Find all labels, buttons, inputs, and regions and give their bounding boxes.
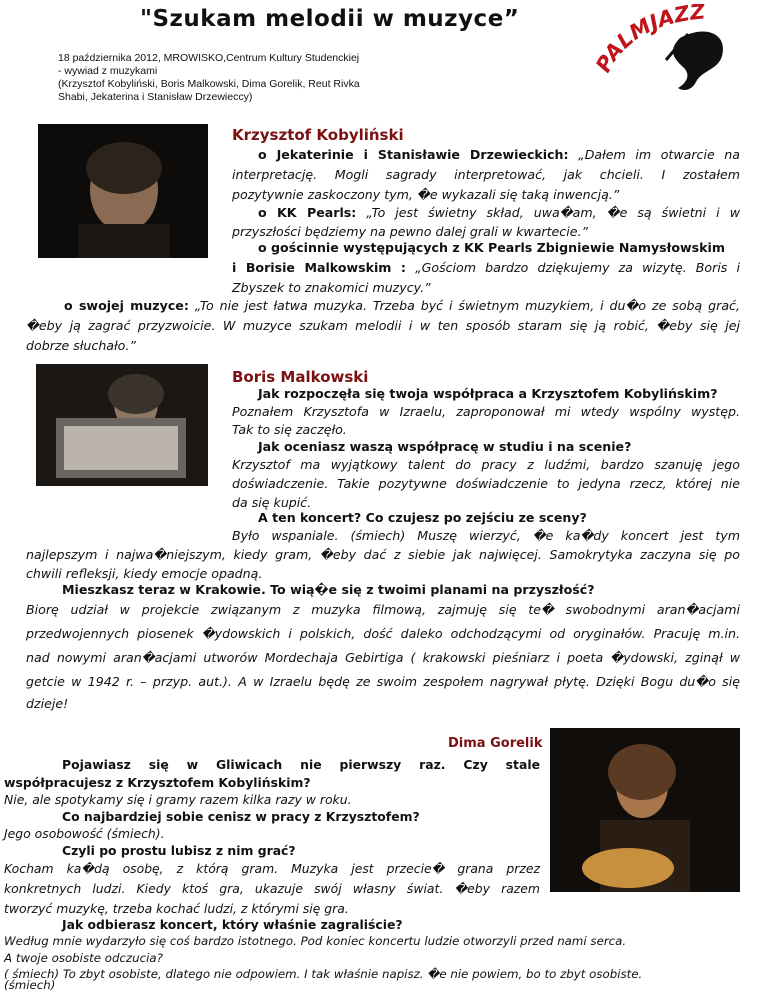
s2-answer: getcie w 1942 r. – przyp. aut.). A w Izraelu będę ze swoim zespołem nagrywał płytę. Dzięki Bogu du�o się (26, 674, 740, 689)
s3-question: Jak odbierasz koncert, który właśnie zagraliście? (62, 917, 403, 932)
s2-answer: doświadczenie. Takie pozytywne doświadczenie to jedyna rzecz, której nie (232, 476, 740, 491)
section2-name: Boris Malkowski (232, 368, 369, 386)
section1-name: Krzysztof Kobyliński (232, 126, 404, 144)
s2-answer: Tak to się zaczęło. (232, 422, 347, 437)
s1-answer: �eby ją zagrać przyzwoicie. W muzyce szukam melodii i w ten sposób staram się ją robić, �eby się jej (26, 318, 740, 333)
event-info-line: - wywiad z muzykami (58, 65, 158, 77)
s2-answer: Poznałem Krzysztofa w Izraelu, zaproponował mi wtedy wspólny występ. (232, 404, 740, 419)
s2-answer: przedwojennych piosenek �ydowskich i polskich, dość daleko odchodzącymi od oryginałów. Pracuję m.in. (26, 626, 740, 641)
s1-line (232, 145, 740, 165)
s2-question: A ten koncert? Co czujesz po zejściu ze sceny? (258, 510, 587, 525)
s3-question: Czyli po prostu lubisz z nim grać? (62, 843, 296, 858)
s2-answer: chwili refleksji, kiedy emocje opadną. (26, 566, 263, 581)
s1-question: o KK Pearls: (258, 205, 357, 220)
s2-answer: Biorę udział w projekcie związanym z muzyka filmową, zajmuję się te� swobodnymi aran�acjami (26, 602, 740, 617)
s3-answer: Według mnie wydarzyło się coś bardzo istotnego. Pod koniec koncertu ludzie otworzyli przed nami serca. (4, 934, 627, 948)
event-info-line: 18 października 2012, MROWISKO,Centrum Kultury Studenckiej (58, 52, 360, 64)
s2-answer: nad nowymi aran�acjami utworów Mordechaja Gebirtiga ( krakowski pieśniarz i poeta �ydowski, zginął w (26, 650, 740, 665)
s3-question: Co najbardziej sobie cenisz w pracy z Krzysztofem? (62, 809, 420, 824)
s3-question: współpracujesz z Krzysztofem Kobylińskim? (4, 775, 311, 790)
s3-answer: (śmiech) (4, 978, 56, 992)
s1-line (26, 296, 740, 316)
section3-name: Dima Gorelik (448, 736, 543, 751)
s2-answer: najlepszym i najwa�niejszym, kiedy gram, �eby dać z siebie jak najwięcej. Samokrytyka zaczyna się po (26, 547, 740, 562)
event-info (58, 52, 478, 104)
s1-answer: przyszłości będziemy na pewno dalej grali w kwartecie.” (232, 224, 588, 239)
s2-answer: da się kupić. (232, 495, 312, 510)
s1-answer: interpretację. Mogli sagrady interpretować, jak chcieli. I zostałem (232, 167, 740, 182)
event-info-line: (Krzysztof Kobyliński, Boris Malkowski, Dima Gorelik, Reut Rivka (58, 78, 360, 90)
s2-question: Mieszkasz teraz w Krakowie. To wią�e się z twoimi planami na przyszłość? (62, 582, 595, 597)
s1-answer: „To nie jest łatwa muzyka. Trzeba być i świetnym muzykiem, i du�o ze sobą grać, (188, 298, 740, 313)
s3-question (28, 756, 540, 773)
dima-photo (550, 728, 740, 892)
s1-answer: „Gościom bardzo dziękujemy za wizytę. Boris i (405, 260, 740, 275)
krzysztof-photo (38, 124, 208, 258)
s1-answer: pozytywnie zaskoczony tym, �e wykazali się taką inwencją.” (232, 187, 620, 202)
s1-question: o gościnnie występujących z KK Pearls Zbigniewie Namysłowskim (258, 240, 725, 255)
palmjazz-logo (596, 4, 746, 100)
s1-question: o Jekaterinie i Stanisławie Drzewieckich: (258, 147, 569, 162)
page-title: "Szukam melodii w muzyce” (140, 6, 520, 32)
s1-question: i Borisie Malkowskim : (232, 260, 406, 275)
s2-answer: Krzysztof ma wyjątkowy talent do pracy z ludźmi, bardzo szanuję jego (232, 457, 740, 472)
s1-answer: Zbyszek to znakomici muzycy.” (232, 280, 431, 295)
s1-line (232, 203, 740, 223)
s2-question: Jak oceniasz waszą współpracę w studiu i na scenie? (258, 439, 632, 454)
s3-answer: A twoje osobiste odczucia? (4, 951, 163, 965)
s1-answer: „Dałem im otwarcie na (568, 147, 740, 162)
s1-line (232, 258, 740, 278)
s1-answer: „To jest świetny skład, uwa�am, �e są świetni i w (356, 205, 740, 220)
s3-answer: Nie, ale spotykamy się i gramy razem kilka razy w roku. (4, 792, 352, 807)
event-info-line: Shabi, Jekaterina i Stanisław Drzewieccy) (58, 91, 253, 103)
s3-answer: Jego osobowość (śmiech). (4, 826, 165, 841)
s3-question-text: Pojawiasz się w Gliwicach nie pierwszy raz. Czy stale (62, 757, 540, 772)
boris-photo (36, 364, 208, 486)
s3-answer: Kocham ka�dą osobę, z którą gram. Muzyka jest przecie� grana przez (4, 861, 540, 876)
s3-answer: konkretnych ludzi. Kiedy ktoś gra, ukazuje swój własny świat. �eby razem (4, 881, 540, 896)
s2-question: Jak rozpoczęła się twoja współpraca a Krzysztofem Kobylińskim? (258, 386, 718, 401)
s1-question: o swojej muzyce: (64, 298, 189, 313)
s3-answer: ( śmiech) To zbyt osobiste, dlatego nie odpowiem. I tak właśnie napisz. �e nie powiem, bo to zbyt osobiste. (4, 967, 643, 981)
s1-answer: dobrze słuchało.” (26, 338, 136, 353)
s2-answer: Było wspaniale. (śmiech) Muszę wierzyć, �e ka�dy koncert jest tym (232, 528, 740, 543)
s3-answer: tworzyć muzykę, trzeba kochać ludzi, z którymi się gra. (4, 901, 349, 916)
logo-text: ALMJAZZ (599, 4, 707, 66)
s2-answer: dzieje! (26, 696, 69, 711)
